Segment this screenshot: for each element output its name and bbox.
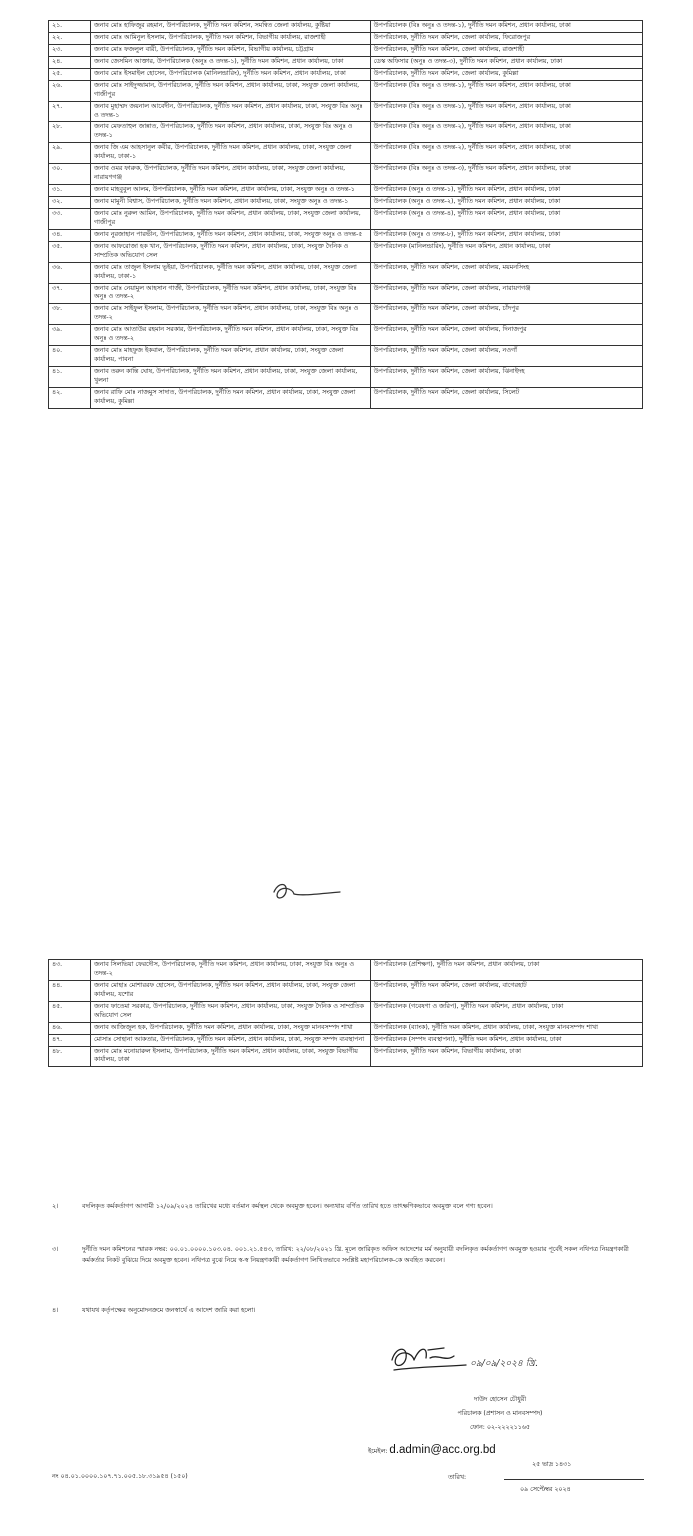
serial-cell: ৪৫.: [49, 1001, 91, 1022]
serial-cell: ৩৮.: [49, 304, 91, 325]
paragraph-text: যথাযথ কর্তৃপক্ষের অনুমোদনক্রমে জনস্বার্থে এ আদেশ জারি করা হলো।: [82, 1307, 256, 1314]
paragraph-text: দুর্নীতি দমন কমিশনের স্মারক নম্বর: ০০.০১.০০০০.১০৩.০৪. ০০১.২১.৫৪৩, তারিখ: ২২/০৮/২০২১ খ্রি. মূলে জারিকৃত অফিস আদেশের মর্ম অনুযায়ী বদলিকৃত কর্মকর্তাগণ অবমুক্ত হওয়ার পূর্বেই সকল নথিপত্র নিয়ন্ত্রণকারী কর্মকর্তার নিকট বুঝিয়ে দিয়ে অবমুক্ত হবেন। নথিপত্র বুঝে নিয়ে স্ব-স্ব নিয়ন্ত্রণকারী কর্মকর্তাগণ লিখিতভাবে সংশ্লিষ্ট মহাপরিচালক-কে অবহিত করবেন।: [82, 1246, 629, 1265]
officer-name-cell: জনাব মোঃ নেয়ামুল আহসান গাজী, উপপরিচালক, দুর্নীতি দমন কমিশন, প্রধান কার্যালয়, ঢাকা, সংযুক্ত বিঃ অনুঃ ও তদন্ত-২: [90, 283, 370, 304]
officer-name-cell: জনাব মোঃ ইসমাইল হোসেন, উপপরিচালক (মানিলন্ডারিং), দুর্নীতি দমন কমিশন, প্রধান কার্যালয়, ঢাকা: [90, 68, 370, 80]
table-row: [49, 44, 643, 56]
officer-name-cell: জনাব আফরোজা হক খান, উপপরিচালক, দুর্নীতি দমন কমিশন, প্রধান কার্যালয়, ঢাকা, সংযুক্ত দৈনিক ও সাম্প্রতিক অভিযোগ সেল: [90, 241, 370, 262]
serial-cell: ৩৪.: [49, 229, 91, 241]
new-posting-cell: উপপরিচালক (ব্যাংক), দুর্নীতি দমন কমিশন, প্রধান কার্যালয়, ঢাকা, সংযুক্ত মানবসম্পদ শাখা: [370, 1022, 642, 1034]
table-row: [49, 185, 643, 197]
officer-name-cell: জনাব মামুনী বিশ্বাস, উপপরিচালক, দুর্নীতি দমন কমিশন, প্রধান কার্যালয়, ঢাকা, সংযুক্ত অনুঃ ও তদন্ত-১: [90, 197, 370, 209]
officer-name-cell: জনাব জেসমিন আক্তার, উপপরিচালক (অনুঃ ও তদন্ত-১), দুর্নীতি দমন কমিশন, প্রধান কার্যালয়, ঢাকা: [90, 56, 370, 68]
new-posting-cell: উপপরিচালক (মানিলন্ডারিং), দুর্নীতি দমন কমিশন, প্রধান কার্যালয়, ঢাকা: [370, 241, 642, 262]
serial-cell: ৪২.: [49, 387, 91, 408]
new-posting-cell: ডেস্ক অফিসার (অনুঃ ও তদন্ত-৩), দুর্নীতি দমন কমিশন, প্রধান কার্যালয়, ঢাকা: [370, 56, 642, 68]
date-label: তারিখ:: [448, 1474, 467, 1481]
table-row: [49, 80, 643, 101]
officer-name-cell: মোসাঃ সোহানা আকতার, উপপরিচালক, দুর্নীতি দমন কমিশন, প্রধান কার্যালয়, ঢাকা, সংযুক্ত সম্পদ ব্যবস্থাপনা: [90, 1034, 370, 1046]
table-row: [49, 960, 643, 981]
email-label: ইমেইল:: [368, 1448, 388, 1455]
table-row: [49, 143, 643, 164]
table-row: [49, 32, 643, 44]
serial-cell: ২৩.: [49, 44, 91, 56]
serial-cell: ২৫.: [49, 68, 91, 80]
officer-name-cell: জনাব মাহবুবুল আলম, উপপরিচালক, দুর্নীতি দমন কমিশন, প্রধান কার্যালয়, ঢাকা, সংযুক্ত অনুঃ ও তদন্ত-১: [90, 185, 370, 197]
table-row: [49, 208, 643, 229]
new-posting-cell: উপপরিচালক, দুর্নীতি দমন কমিশন, জেলা কার্যালয়, ঝিনাইদহ: [370, 367, 642, 388]
table-row: [49, 101, 643, 122]
officer-name-cell: জনাব মেফতাহুল জান্নাত, উপপরিচালক, দুর্নীতি দমন কমিশন, প্রধান কার্যালয়, ঢাকা, সংযুক্ত বিঃ অনুঃ ও তদন্ত-১: [90, 122, 370, 143]
serial-cell: ৪৩.: [49, 960, 91, 981]
serial-cell: ৪১.: [49, 367, 91, 388]
officer-name-cell: জনাব আজিজুল হক, উপপরিচালক, দুর্নীতি দমন কমিশন, প্রধান কার্যালয়, ঢাকা, সংযুক্ত মানবসম্পদ শাখা: [90, 1022, 370, 1034]
new-posting-cell: উপপরিচালক, দুর্নীতি দমন কমিশন, জেলা কার্যালয়, ফিরোজপুর: [370, 32, 642, 44]
officer-name-cell: জনাব ওমর ফারুক, উপপরিচালক, দুর্নীতি দমন কমিশন, প্রধান কার্যালয়, ঢাকা, সংযুক্ত জেলা কার্যালয়, নারায়ণগঞ্জ: [90, 164, 370, 185]
serial-cell: ৩২.: [49, 197, 91, 209]
serial-cell: ৪৪.: [49, 980, 91, 1001]
serial-cell: ৪৭.: [49, 1034, 91, 1046]
new-posting-cell: উপপরিচালক (অনুঃ ও তদন্ত-২), দুর্নীতি দমন কমিশন, প্রধান কার্যালয়, ঢাকা: [370, 197, 642, 209]
table-row: [49, 21, 643, 33]
new-posting-cell: উপপরিচালক (গবেষণা ও জরিপ), দুর্নীতি দমন কমিশন, প্রধান কার্যালয়, ঢাকা: [370, 1001, 642, 1022]
paragraph-number: ৩।: [52, 1246, 59, 1253]
new-posting-cell: উপপরিচালক (অনুঃ ও তদন্ত-৪), দুর্নীতি দমন কমিশন, প্রধান কার্যালয়, ঢাকা: [370, 208, 642, 229]
officer-name-cell: জনাব ফাতেমা সরকার, উপপরিচালক, দুর্নীতি দমন কমিশন, প্রধান কার্যালয়, ঢাকা, সংযুক্ত দৈনিক ও সাম্প্রতিক অভিযোগ সেল: [90, 1001, 370, 1022]
paragraph-number: ৪।: [52, 1307, 59, 1314]
new-posting-cell: উপপরিচালক, দুর্নীতি দমন কমিশন, জেলা কার্যালয়, রাজশাহী: [370, 44, 642, 56]
officer-name-cell: জনাব মোঃ আমিনুল ইসলাম, উপপরিচালক, দুর্নীতি দমন কমিশন, বিভাগীয় কার্যালয়, রাজশাহী: [90, 32, 370, 44]
paragraph-order-issued: [52, 1305, 642, 1316]
officer-name-cell: জনাব জি এম আহসানুল কবীর, উপপরিচালক, দুর্নীতি দমন কমিশন, প্রধান কার্যালয়, ঢাকা, সংযুক্ত জেলা কার্যালয়, ঢাকা-১: [90, 143, 370, 164]
table-row: [49, 1046, 643, 1067]
new-posting-cell: উপপরিচালক, দুর্নীতি দমন কমিশন, জেলা কার্যালয়, নারায়ণগঞ্জ: [370, 283, 642, 304]
new-posting-cell: উপপরিচালক, দুর্নীতি দমন কমিশন, জেলা কার্যালয়, কুমিল্লা: [370, 68, 642, 80]
serial-cell: ৩৯.: [49, 325, 91, 346]
paragraph-number: ২।: [52, 1203, 59, 1210]
signatory-name: দাউদ হোসেন চৌধুরী: [473, 1396, 527, 1403]
new-posting-cell: উপপরিচালক (সম্পদ ব্যবস্থাপনা), দুর্নীতি দমন কমিশন, প্রধান কার্যালয়, ঢাকা: [370, 1034, 642, 1046]
director-signature: [384, 1340, 474, 1374]
serial-cell: ২৭.: [49, 101, 91, 122]
new-posting-cell: উপপরিচালক (বিঃ অনুঃ ও তদন্ত-১), দুর্নীতি দমন কমিশন, প্রধান কার্যালয়, ঢাকা: [370, 80, 642, 101]
officer-name-cell: জনাব মোঃ হাফিজুর রহমান, উপপরিচালক, দুর্নীতি দমন কমিশন, সমন্বিত জেলা কার্যালয়, কুষ্টিয়া: [90, 21, 370, 33]
table-row: [49, 56, 643, 68]
serial-cell: ৩১.: [49, 185, 91, 197]
initials-signature: [268, 878, 348, 904]
new-posting-cell: উপপরিচালক (বিঃ অনুঃ ও তদন্ত-২), দুর্নীতি দমন কমিশন, প্রধান কার্যালয়, ঢাকা: [370, 122, 642, 143]
serial-cell: ৪৬.: [49, 1022, 91, 1034]
table-row: [49, 122, 643, 143]
table-row: [49, 1034, 643, 1046]
signatory-phone: ফোন: ০২-২২২২১১৬৫: [469, 1424, 531, 1431]
signatory-email-row: [368, 1444, 640, 1457]
table-row: [49, 1022, 643, 1034]
officer-name-cell: জনাব মোঃ আতাউর রহমান সরকার, উপপরিচালক, দুর্নীতি দমন কমিশন, প্রধান কার্যালয়, ঢাকা, সংযুক্ত বিঃ অনুঃ ও তদন্ত-২: [90, 325, 370, 346]
table-row: [49, 283, 643, 304]
table-row: [49, 197, 643, 209]
email-link[interactable]: d.admin@acc.org.bd: [389, 1444, 496, 1456]
new-posting-cell: উপপরিচালক (অনুঃ ও তদন্ত-৮), দুর্নীতি দমন কমিশন, প্রধান কার্যালয়, ঢাকা: [370, 229, 642, 241]
table-row: [49, 229, 643, 241]
officer-name-cell: জনাব সিলভিয়া ফেরদৌস, উপপরিচালক, দুর্নীতি দমন কমিশন, প্রধান কার্যালয়, ঢাকা, সংযুক্ত বিঃ অনুঃ ও তদন্ত-২: [90, 960, 370, 981]
serial-cell: ২৪.: [49, 56, 91, 68]
date-divider: [504, 1479, 644, 1480]
transfer-table-body-part1: [49, 21, 643, 409]
serial-cell: ২১.: [49, 21, 91, 33]
new-posting-cell: উপপরিচালক, দুর্নীতি দমন কমিশন, জেলা কার্যালয়, চাঁদপুর: [370, 304, 642, 325]
serial-cell: ৩০.: [49, 164, 91, 185]
officer-name-cell: জনাব মোঃ নুরুল আমিন, উপপরিচালক, দুর্নীতি দমন কমিশন, প্রধান কার্যালয়, ঢাকা, সংযুক্ত জেলা কার্যালয়, গাজীপুর: [90, 208, 370, 229]
table-row: [49, 367, 643, 388]
table-row: [49, 980, 643, 1001]
table-row: [49, 387, 643, 408]
table-row: [49, 1001, 643, 1022]
new-posting-cell: উপপরিচালক, দুর্নীতি দমন কমিশন, জেলা কার্যালয়, বাগেরহাট: [370, 980, 642, 1001]
new-posting-cell: উপপরিচালক, দুর্নীতি দমন কমিশন, বিভাগীয় কার্যালয়, ঢাকা: [370, 1046, 642, 1067]
officer-name-cell: জনাব তরুন কান্তি ঘোষ, উপপরিচালক, দুর্নীতি দমন কমিশন, প্রধান কার্যালয়, ঢাকা, সংযুক্ত জেলা কার্যালয়, খুলনা: [90, 367, 370, 388]
serial-cell: ৩৫.: [49, 241, 91, 262]
new-posting-cell: উপপরিচালক (প্রশিক্ষণ), দুর্নীতি দমন কমিশন, প্রধান কার্যালয়, ঢাকা: [370, 960, 642, 981]
new-posting-cell: উপপরিচালক (বিঃ অনুঃ ও তদন্ত-১), দুর্নীতি দমন কমিশন, প্রধান কার্যালয়, ঢাকা: [370, 101, 642, 122]
serial-cell: ৩৬.: [49, 262, 91, 283]
paragraph-release-deadline: [52, 1201, 642, 1212]
officer-name-cell: জনাব মোঃ সাইফুল ইসলাম, উপপরিচালক, দুর্নীতি দমন কমিশন, প্রধান কার্যালয়, ঢাকা, সংযুক্ত বিঃ অনুঃ ও তদন্ত-২: [90, 304, 370, 325]
serial-cell: ৪৮.: [49, 1046, 91, 1067]
signatory-designation: পরিচালক (প্রশাসন ও মানবসম্পদ): [457, 1410, 543, 1417]
officer-name-cell: জনাব মোঃ মাহফুজ ইকবাল, উপপরিচালক, দুর্নীতি দমন কমিশন, প্রধান কার্যালয়, ঢাকা, সংযুক্ত জেলা কার্যালয়, পাবনা: [90, 346, 370, 367]
date-bangla-calendar: ২৫ ভাদ্র ১৪৩১: [532, 1461, 572, 1468]
new-posting-cell: উপপরিচালক (বিঃ অনুঃ ও তদন্ত-১), দুর্নীতি দমন কমিশন, প্রধান কার্যালয়, ঢাকা: [370, 21, 642, 33]
serial-cell: ৪০.: [49, 346, 91, 367]
table-row: [49, 325, 643, 346]
table-row: [49, 241, 643, 262]
memo-number: নং ০৪.০১.০০০০.১০৭.৭১.০০৫.১৮.৩১৯৫৪ (১৫০): [52, 1473, 188, 1480]
date-gregorian: ০৯ সেপ্টেম্বর ২০২৪: [520, 1486, 571, 1493]
serial-cell: ২৮.: [49, 122, 91, 143]
table-row: [49, 346, 643, 367]
officer-name-cell: জনাব রাফি মোঃ নাজমুস সাদাত, উপপরিচালক, দুর্নীতি দমন কমিশন, প্রধান কার্যালয়, ঢাকা, সংযুক্ত জেলা কার্যালয়, কুমিল্লা: [90, 387, 370, 408]
officer-name-cell: জনাব মোঃ ফজলুল বারী, উপপরিচালক, দুর্নীতি দমন কমিশন, বিভাগীয় কার্যালয়, চট্টগ্রাম: [90, 44, 370, 56]
table-row: [49, 304, 643, 325]
paragraph-file-handover: [52, 1244, 642, 1266]
table-row: [49, 262, 643, 283]
officer-name-cell: জনাব মোঃ সাইদুজ্জামান, উপপরিচালক, দুর্নীতি দমন কমিশন, প্রধান কার্যালয়, ঢাকা, সংযুক্ত জেলা কার্যালয়, গাজীপুর: [90, 80, 370, 101]
serial-cell: ২৬.: [49, 80, 91, 101]
new-posting-cell: উপপরিচালক (অনুঃ ও তদন্ত-১), দুর্নীতি দমন কমিশন, প্রধান কার্যালয়, ঢাকা: [370, 185, 642, 197]
serial-cell: ২২.: [49, 32, 91, 44]
new-posting-cell: উপপরিচালক, দুর্নীতি দমন কমিশন, জেলা কার্যালয়, নওগাঁ: [370, 346, 642, 367]
new-posting-cell: উপপরিচালক, দুর্নীতি দমন কমিশন, জেলা কার্যালয়, দিনাজপুর: [370, 325, 642, 346]
paragraph-text: বদলিকৃত কর্মকর্তাগণ আগামী ১২/০৯/২০২৪ তারিখের মধ্যে বর্তমান কর্মস্থল থেকে অবমুক্ত হবেন। অন্যথায় বর্ণিত তারিখ হতে তাৎক্ষণিকভাবে অবমুক্ত বলে গণ্য হবেন।: [82, 1203, 493, 1210]
table-row: [49, 164, 643, 185]
serial-cell: ২৯.: [49, 143, 91, 164]
table-row: [49, 68, 643, 80]
officer-name-cell: জনাব মোঃ মনোয়ারুল ইসলাম, উপপরিচালক, দুর্নীতি দমন কমিশন, প্রধান কার্যালয়, ঢাকা, সংযুক্ত বিভাগীয় কার্যালয়, ঢাকা: [90, 1046, 370, 1067]
officer-name-cell: জনাব নুরজাহান পারভীন, উপপরিচালক, দুর্নীতি দমন কমিশন, প্রধান কার্যালয়, ঢাকা, সংযুক্ত অনুঃ ও তদন্ত-৫: [90, 229, 370, 241]
serial-cell: ৩৩.: [49, 208, 91, 229]
new-posting-cell: উপপরিচালক, দুর্নীতি দমন কমিশন, জেলা কার্যালয়, ময়মনসিংহ: [370, 262, 642, 283]
transfer-table-part2: [48, 959, 643, 1067]
signature-date: ০৯/০৯/২০২৪ খ্রি.: [470, 1359, 538, 1369]
officer-name-cell: জনাব মুহাম্মদ জয়নাল আবেদীন, উপপরিচালক, দুর্নীতি দমন কমিশন, প্রধান কার্যালয়, ঢাকা, সংযুক্ত বিঃ অনুঃ ও তদন্ত-১: [90, 101, 370, 122]
officer-name-cell: জনাব মোঃ তাজুল ইসলাম ভূইয়া, উপপরিচালক, দুর্নীতি দমন কমিশন, প্রধান কার্যালয়, ঢাকা, সংযুক্ত জেলা কার্যালয়, ঢাকা-১: [90, 262, 370, 283]
new-posting-cell: উপপরিচালক, দুর্নীতি দমন কমিশন, জেলা কার্যালয়, সিলেট: [370, 387, 642, 408]
transfer-table-part1: [48, 20, 643, 409]
officer-name-cell: জনাব মোহাঃ মোশাররফ হোসেন, উপপরিচালক, দুর্নীতি দমন কমিশন, প্রধান কার্যালয়, ঢাকা, সংযুক্ত জেলা কার্যালয়, যশোর: [90, 980, 370, 1001]
transfer-table-body-part2: [49, 960, 643, 1067]
serial-cell: ৩৭.: [49, 283, 91, 304]
new-posting-cell: উপপরিচালক (বিঃ অনুঃ ও তদন্ত-২), দুর্নীতি দমন কমিশন, প্রধান কার্যালয়, ঢাকা: [370, 143, 642, 164]
new-posting-cell: উপপরিচালক (বিঃ অনুঃ ও তদন্ত-৩), দুর্নীতি দমন কমিশন, প্রধান কার্যালয়, ঢাকা: [370, 164, 642, 185]
